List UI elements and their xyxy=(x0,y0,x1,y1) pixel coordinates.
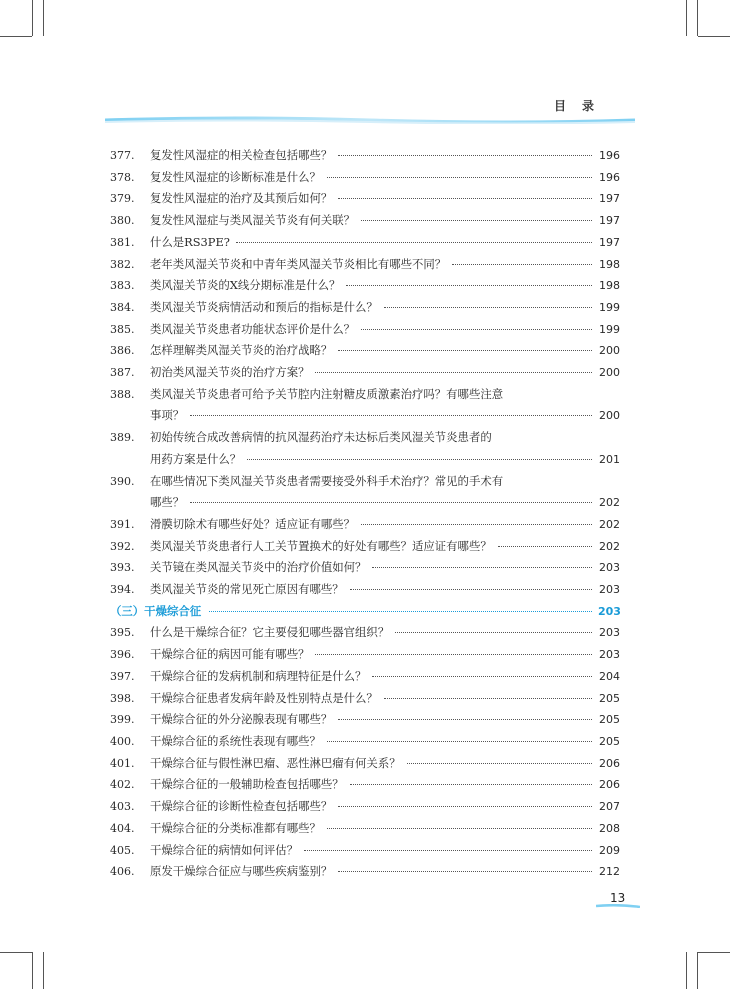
entry-title: 干燥综合征的系统性表现有哪些？ xyxy=(150,733,321,748)
toc-entry[interactable] xyxy=(110,840,620,862)
entry-page-number: 196 xyxy=(599,149,620,162)
entry-page-number: 205 xyxy=(599,713,620,727)
dot-leader xyxy=(498,546,592,547)
entry-page-number: 209 xyxy=(599,843,620,857)
dot-leader xyxy=(350,589,592,590)
dot-leader xyxy=(327,828,592,829)
entry-number: 386. xyxy=(110,344,135,358)
dot-leader xyxy=(407,763,592,764)
dot-leader xyxy=(190,415,592,416)
entry-page-number: 197 xyxy=(599,235,620,249)
dot-leader xyxy=(338,198,592,199)
dot-leader xyxy=(327,177,592,178)
entry-title-continued: 用药方案是什么？ xyxy=(150,451,242,466)
dot-leader xyxy=(236,242,592,243)
entry-number: 388. xyxy=(110,387,135,401)
entry-number: 380. xyxy=(110,214,135,228)
entry-title: 干燥综合征的分类标准都有哪些？ xyxy=(150,820,321,835)
dot-leader xyxy=(361,220,592,221)
entry-title: 老年类风湿关节炎和中青年类风湿关节炎相比有哪些不同？ xyxy=(150,256,447,271)
entry-number: 387. xyxy=(110,366,135,380)
entry-title: 类风湿关节炎患者可给予关节腔内注射糖皮质激素治疗吗？有哪些注意 xyxy=(150,386,504,401)
toc-entry[interactable] xyxy=(110,427,620,449)
entry-title: 关节镜在类风湿关节炎中的治疗价值如何？ xyxy=(150,560,367,575)
entry-number: 402. xyxy=(110,778,135,792)
toc-entry[interactable] xyxy=(110,688,620,710)
toc-entry[interactable] xyxy=(110,297,620,319)
entry-title: 干燥综合征的病因可能有哪些？ xyxy=(150,647,310,662)
toc-entry[interactable] xyxy=(110,188,620,210)
dot-leader xyxy=(384,307,592,308)
entry-page-number: 200 xyxy=(599,344,620,358)
toc-entry[interactable] xyxy=(110,340,620,362)
entry-title-continued: 事项？ xyxy=(150,408,185,423)
toc-entry[interactable] xyxy=(110,731,620,753)
entry-number: 390. xyxy=(110,474,135,488)
toc-entry[interactable] xyxy=(110,818,620,840)
dot-leader xyxy=(395,632,592,633)
table-of-contents xyxy=(110,145,620,883)
toc-entry[interactable] xyxy=(110,362,620,384)
entry-page-number: 212 xyxy=(599,865,620,879)
entry-page-number: 201 xyxy=(599,452,620,466)
entry-number: 395. xyxy=(110,626,135,640)
toc-entry[interactable] xyxy=(110,774,620,796)
dot-leader xyxy=(338,155,592,156)
toc-entry[interactable] xyxy=(110,145,620,167)
toc-entry-continuation[interactable] xyxy=(110,449,620,471)
toc-entry[interactable] xyxy=(110,384,620,406)
toc-entry[interactable] xyxy=(110,319,620,341)
entry-number: 398. xyxy=(110,691,135,705)
entry-title: 什么是RS3PE? xyxy=(150,234,230,249)
toc-entry[interactable] xyxy=(110,167,620,189)
entry-title: 复发性风湿症的诊断标准是什么？ xyxy=(150,169,321,184)
entry-title: 类风湿关节炎病情活动和预后的指标是什么？ xyxy=(150,299,378,314)
entry-number: 394. xyxy=(110,583,135,597)
entry-page-number: 206 xyxy=(599,778,620,792)
toc-entry[interactable] xyxy=(110,666,620,688)
entry-number: 378. xyxy=(110,170,135,184)
dot-leader xyxy=(346,285,592,286)
entry-page-number: 196 xyxy=(599,170,620,184)
entry-number: 389. xyxy=(110,431,135,445)
entry-number: 384. xyxy=(110,300,135,314)
dot-leader xyxy=(372,567,592,568)
entry-number: 392. xyxy=(110,539,135,553)
entry-title: 干燥综合征的外分泌腺表现有哪些？ xyxy=(150,712,333,727)
header-decorative-rule xyxy=(105,116,635,124)
entry-title: 类风湿关节炎患者行人工关节置换术的好处有哪些？适应证有哪些？ xyxy=(150,538,492,553)
entry-number: 379. xyxy=(110,192,135,206)
entry-title: 干燥综合征患者发病年龄及性别特点是什么？ xyxy=(150,690,378,705)
section-title: （三）干燥综合征 xyxy=(110,603,202,618)
toc-entry-continuation[interactable] xyxy=(110,405,620,427)
entry-page-number: 203 xyxy=(599,648,620,662)
toc-entry[interactable] xyxy=(110,579,620,601)
entry-page-number: 203 xyxy=(599,583,620,597)
entry-page-number: 205 xyxy=(599,691,620,705)
entry-number: 393. xyxy=(110,561,135,575)
entry-number: 383. xyxy=(110,279,135,293)
entry-title: 干燥综合征的病情如何评估？ xyxy=(150,842,299,857)
entry-number: 397. xyxy=(110,669,135,683)
entry-number: 406. xyxy=(110,865,135,879)
entry-page-number: 199 xyxy=(599,322,620,336)
entry-number: 403. xyxy=(110,800,135,814)
dot-leader xyxy=(304,850,592,851)
dot-leader xyxy=(338,806,592,807)
dot-leader xyxy=(315,372,592,373)
dot-leader xyxy=(247,459,592,460)
entry-number: 400. xyxy=(110,734,135,748)
entry-title: 干燥综合征的诊断性检查包括哪些？ xyxy=(150,799,333,814)
entry-title-continued: 哪些？ xyxy=(150,495,185,510)
entry-number: 381. xyxy=(110,235,135,249)
dot-leader xyxy=(190,502,592,503)
toc-entry[interactable] xyxy=(110,275,620,297)
toc-entry[interactable] xyxy=(110,861,620,883)
toc-entry[interactable] xyxy=(110,622,620,644)
entry-page-number: 202 xyxy=(599,539,620,553)
dot-leader xyxy=(338,719,592,720)
entry-page-number: 197 xyxy=(599,192,620,206)
dot-leader xyxy=(209,611,592,612)
entry-number: 396. xyxy=(110,648,135,662)
entry-title: 类风湿关节炎的常见死亡原因有哪些？ xyxy=(150,582,344,597)
toc-entry[interactable] xyxy=(110,753,620,775)
entry-page-number: 198 xyxy=(599,279,620,293)
entry-title: 初治类风湿关节炎的治疗方案？ xyxy=(150,365,310,380)
entry-page-number: 197 xyxy=(599,214,620,228)
toc-entry[interactable] xyxy=(110,557,620,579)
entry-title: 复发性风湿症的相关检查包括哪些？ xyxy=(150,148,333,162)
toc-entry[interactable] xyxy=(110,254,620,276)
entry-title: 复发性风湿症与类风湿关节炎有何关联？ xyxy=(150,213,356,228)
entry-number: 391. xyxy=(110,517,135,531)
toc-entry[interactable] xyxy=(110,471,620,493)
entry-number: 405. xyxy=(110,843,135,857)
entry-title: 初始传统合成改善病情的抗风湿药治疗未达标后类风湿关节炎患者的 xyxy=(150,430,492,445)
entry-page-number: 200 xyxy=(599,409,620,423)
dot-leader xyxy=(361,329,592,330)
dot-leader xyxy=(384,698,592,699)
entry-page-number: 200 xyxy=(599,366,620,380)
entry-title: 类风湿关节炎患者功能状态评价是什么？ xyxy=(150,321,356,336)
entry-page-number: 208 xyxy=(599,821,620,835)
toc-entry[interactable] xyxy=(110,644,620,666)
entry-number: 401. xyxy=(110,756,135,770)
entry-title: 在哪些情况下类风湿关节炎患者需要接受外科手术治疗？常见的手术有 xyxy=(150,473,504,488)
entry-title: 干燥综合征的发病机制和病理特征是什么？ xyxy=(150,668,367,683)
entry-page-number: 202 xyxy=(599,496,620,510)
page-header-title: 目录 xyxy=(553,99,610,113)
entry-page-number: 207 xyxy=(599,800,620,814)
entry-title: 干燥综合征与假性淋巴瘤、恶性淋巴瘤有何关系？ xyxy=(150,755,401,770)
entry-page-number: 202 xyxy=(599,517,620,531)
toc-entry[interactable] xyxy=(110,210,620,232)
section-page-number: 203 xyxy=(598,604,621,618)
entry-number: 385. xyxy=(110,322,135,336)
toc-entry[interactable] xyxy=(110,514,620,536)
toc-section-heading[interactable] xyxy=(110,601,620,623)
dot-leader xyxy=(361,524,592,525)
entry-page-number: 198 xyxy=(599,257,620,271)
entry-title: 复发性风湿症的治疗及其预后如何？ xyxy=(150,191,333,206)
toc-entry[interactable] xyxy=(110,709,620,731)
entry-page-number: 205 xyxy=(599,734,620,748)
entry-title: 类风湿关节炎的X线分期标准是什么？ xyxy=(150,278,341,293)
toc-entry[interactable] xyxy=(110,796,620,818)
entry-page-number: 199 xyxy=(599,300,620,314)
toc-entry-continuation[interactable] xyxy=(110,492,620,514)
dot-leader xyxy=(372,676,592,677)
entry-number: 377. xyxy=(110,149,135,162)
entry-page-number: 206 xyxy=(599,756,620,770)
dot-leader xyxy=(327,741,592,742)
page-number: 13 xyxy=(610,891,626,905)
entry-page-number: 204 xyxy=(599,669,620,683)
toc-entry[interactable] xyxy=(110,536,620,558)
entry-title: 什么是干燥综合征？它主要侵犯哪些器官组织？ xyxy=(150,625,390,640)
entry-title: 怎样理解类风湿关节炎的治疗战略？ xyxy=(150,343,333,358)
entry-title: 滑膜切除术有哪些好处？适应证有哪些？ xyxy=(150,516,356,531)
entry-title: 原发干燥综合征应与哪些疾病鉴别？ xyxy=(150,864,333,879)
dot-leader xyxy=(315,654,592,655)
dot-leader xyxy=(338,871,592,872)
page-number-underline xyxy=(596,904,640,908)
entry-page-number: 203 xyxy=(599,561,620,575)
dot-leader xyxy=(452,264,592,265)
entry-number: 382. xyxy=(110,257,135,271)
entry-number: 399. xyxy=(110,713,135,727)
dot-leader xyxy=(350,784,592,785)
entry-title: 干燥综合征的一般辅助检查包括哪些？ xyxy=(150,777,344,792)
entry-number: 404. xyxy=(110,821,135,835)
toc-entry[interactable] xyxy=(110,232,620,254)
dot-leader xyxy=(338,350,592,351)
entry-page-number: 203 xyxy=(599,626,620,640)
